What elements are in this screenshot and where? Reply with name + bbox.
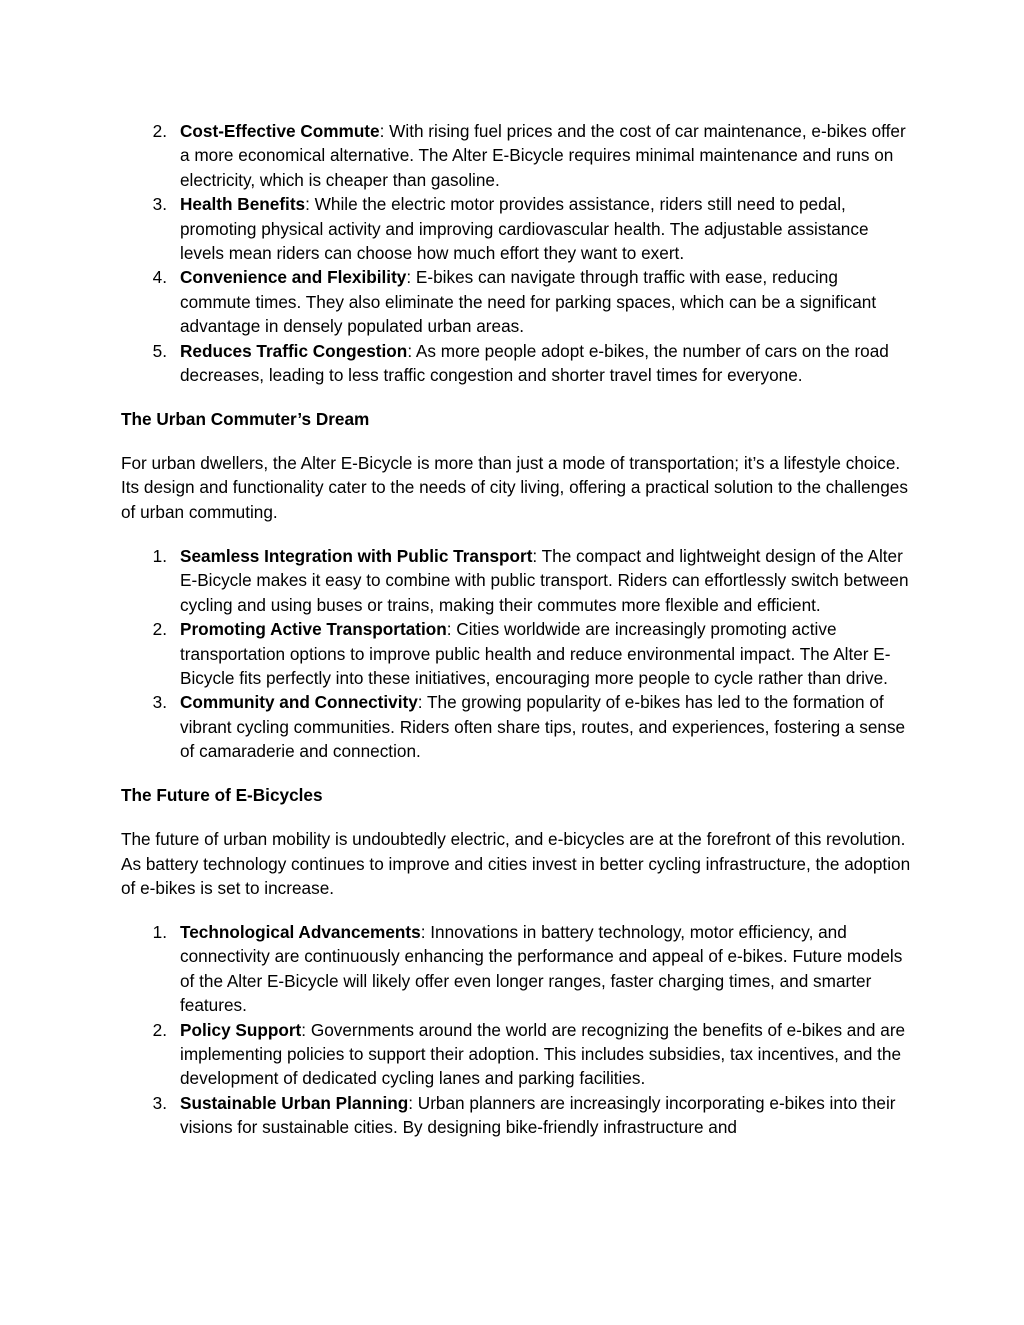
item-title: Sustainable Urban Planning (180, 1092, 409, 1113)
list-item (121, 1018, 911, 1091)
item-text: : With rising fuel prices and the cost of car maintenance, e-bikes offer a more economical alternative. The Alter E-Bicycle requires minimal maintenance and runs on electricity, which is cheaper than gasoline. (180, 121, 906, 190)
item-text: : The growing popularity of e-bikes has led to the formation of vibrant cycling communities. Riders often share tips, routes, and experiences, fostering a sense of camaraderie and connection. (180, 692, 906, 762)
list-item (121, 192, 911, 265)
item-text: : Governments around the world are recognizing the benefits of e-bikes and are implementing policies to support their adoption. This includes subsidies, tax incentives, and the development of dedicated cycling lanes and parking facilities. (180, 1019, 906, 1089)
list-number: 2. (152, 121, 167, 141)
item-title: Seamless Integration with Public Transport (180, 545, 533, 566)
list-number: 2. (152, 1019, 167, 1040)
list-item (121, 119, 911, 192)
item-title: Health Benefits (180, 194, 306, 215)
item-text: : E-bikes can navigate through traffic with ease, reducing commute times. They also eliminate the need for parking spaces, which can be a significant advantage in densely populated urban areas. (180, 267, 877, 337)
item-title: Cost-Effective Commute (180, 121, 380, 141)
section-heading-future: The Future of E-Bicycles (121, 785, 323, 806)
future-list (121, 920, 911, 1140)
list-item (121, 617, 911, 690)
section-paragraph: The future of urban mobility is undoubtedly electric, and e-bicycles are at the forefront of this revolution. As battery technology continues to improve and cities invest in better cycling infrastructure, the adoption of e-bikes is set to increase. (121, 829, 911, 898)
list-number: 3. (152, 692, 167, 713)
item-text: : While the electric motor provides assistance, riders still need to pedal, promoting physical activity and improving cardiovascular health. The adjustable assistance levels mean riders can choose how much effort they want to exert. (180, 194, 869, 264)
list-item (121, 1091, 911, 1140)
item-title: Promoting Active Transportation (180, 619, 447, 640)
item-text: : As more people adopt e-bikes, the number of cars on the road decreases, leading to less traffic congestion and shorter travel times for everyone. (180, 340, 889, 386)
item-text: : Cities worldwide are increasingly promoting active transportation options to improve public health and reduce environmental impact. The Alter E-Bicycle fits perfectly into these initiatives, encouraging more people to cycle rather than drive. (180, 619, 891, 688)
item-text: : The compact and lightweight design of the Alter E-Bicycle makes it easy to combine with public transport. Riders can effortlessly switch between cycling and using buses or trains, making their commutes more flexible and efficient. (180, 545, 909, 615)
benefits-list (121, 119, 911, 387)
section-heading-urban-commuter: The Urban Commuter’s Dream (121, 409, 370, 430)
list-item (121, 265, 911, 338)
list-item (121, 920, 911, 1018)
item-title: Reduces Traffic Congestion (180, 340, 408, 361)
document-page (121, 119, 911, 1140)
list-number: 4. (152, 267, 167, 288)
item-title: Policy Support (180, 1019, 302, 1040)
list-number: 3. (152, 1092, 167, 1113)
list-item (121, 690, 911, 763)
list-item (121, 339, 911, 388)
list-number: 1. (152, 545, 167, 566)
item-text: : Innovations in battery technology, motor efficiency, and connectivity are continuously enhancing the performance and appeal of e-bikes. Future models of the Alter E-Bicycle will likely offer even longer ranges, faster charging times, and smarter features. (180, 921, 903, 1016)
list-number: 5. (152, 340, 167, 361)
list-number: 2. (152, 619, 167, 640)
item-title: Convenience and Flexibility (180, 267, 407, 288)
list-number: 3. (152, 194, 167, 215)
item-title: Technological Advancements (180, 921, 421, 942)
list-number: 1. (152, 921, 167, 942)
section-paragraph: For urban dwellers, the Alter E-Bicycle is more than just a mode of transportation; it’s a lifestyle choice. Its design and functionality cater to the needs of city living, offering a practical solution to the challenges of urban commuting. (121, 453, 908, 522)
item-title: Community and Connectivity (180, 692, 418, 713)
item-text: : Urban planners are increasingly incorporating e-bikes into their visions for sustainable cities. By designing bike-friendly infrastructure and (180, 1092, 896, 1138)
list-item (121, 544, 911, 617)
urban-commuter-list (121, 544, 911, 764)
